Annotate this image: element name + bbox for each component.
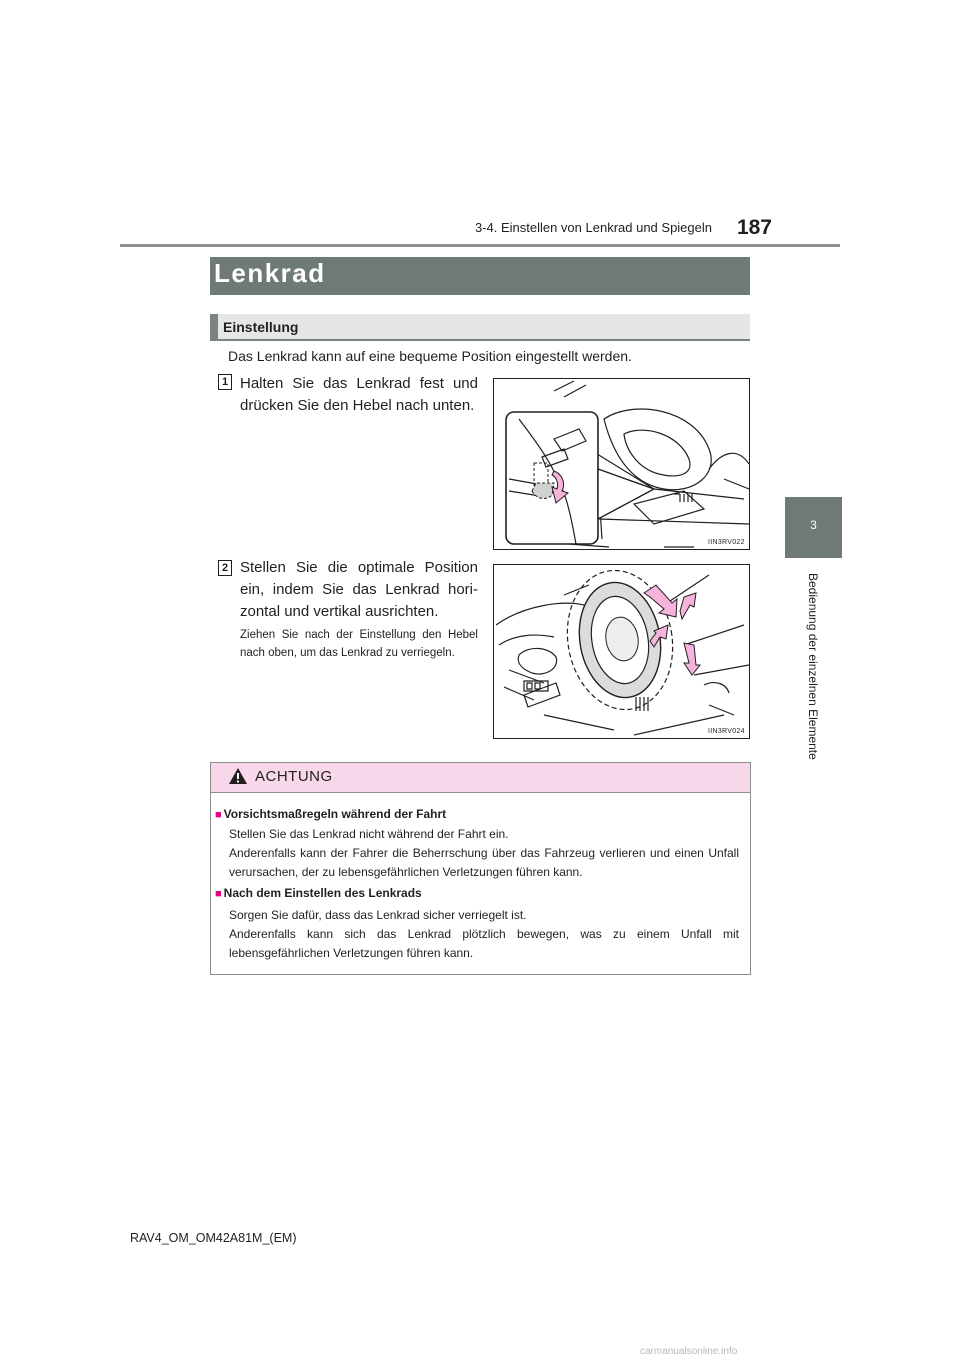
section-title: Lenkrad (214, 258, 326, 288)
chapter-title: 3-4. Einstellen von Lenkrad und Spiegeln (474, 220, 712, 235)
intro-text: Das Lenkrad kann auf eine bequeme Position eingestellt werden. (228, 348, 632, 364)
warning-item-2-line-2: Anderenfalls kann sich das Lenkrad plötzlich bewegen, was zu einem Unfall mit lebensgefährlichen Verletzungen führen kann. (229, 927, 739, 960)
figure-lever-release (493, 378, 750, 550)
warning-item-1-title: ■ Vorsichtsmaßregeln während der Fahrt (215, 807, 447, 821)
steering-illustration (494, 565, 750, 739)
lever-illustration (494, 379, 750, 550)
chapter-side-label: Bedienung der einzelnen Elemente (806, 573, 820, 760)
watermark: carmanualsonline.info (640, 1346, 738, 1357)
step-1-text: Halten Sie das Lenkrad fest und drücken Sie den Hebel nach unten. (240, 375, 478, 414)
warning-item-1-line-1: Stellen Sie das Lenkrad nicht während der Fahrt ein. (229, 827, 509, 841)
page-number: 187 (736, 216, 772, 239)
warning-triangle-icon (228, 767, 248, 785)
document-code: RAV4_OM_OM42A81M_(EM) (130, 1231, 297, 1245)
warning-item-1-line-2: Anderenfalls kann der Fahrer die Beherrschung über das Fahrzeug verlieren und einen Unfall verursachen, der zu lebensgefährlichen Verletzungen führen kann. (229, 846, 739, 879)
bullet-square-icon: ■ (215, 809, 222, 821)
figure-2-code: IIN3RV024 (708, 728, 745, 735)
figure-wheel-adjust (493, 564, 750, 739)
header-divider (120, 244, 840, 247)
bullet-square-icon: ■ (215, 888, 222, 900)
step-1-badge: 1 (218, 374, 232, 390)
warning-item-2-line-1: Sorgen Sie dafür, dass das Lenkrad sicher verriegelt ist. (229, 908, 527, 922)
step-2-note: Ziehen Sie nach der Einstellung den Hebel nach oben, um das Lenkrad zu verriegeln. (240, 629, 478, 659)
figure-1-code: IIN3RV022 (708, 539, 745, 546)
step-2-text: Stellen Sie die optimale Position ein, indem Sie das Lenkrad hori-zontal und vertikal ausrichten. (240, 559, 478, 620)
subsection-title: Einstellung (223, 319, 299, 335)
chapter-tab-number: 3 (810, 518, 817, 532)
warning-item-2-title: ■ Nach dem Einstellen des Lenkrads (215, 886, 422, 900)
warning-label: ACHTUNG (255, 768, 333, 785)
step-2-badge: 2 (218, 560, 232, 576)
